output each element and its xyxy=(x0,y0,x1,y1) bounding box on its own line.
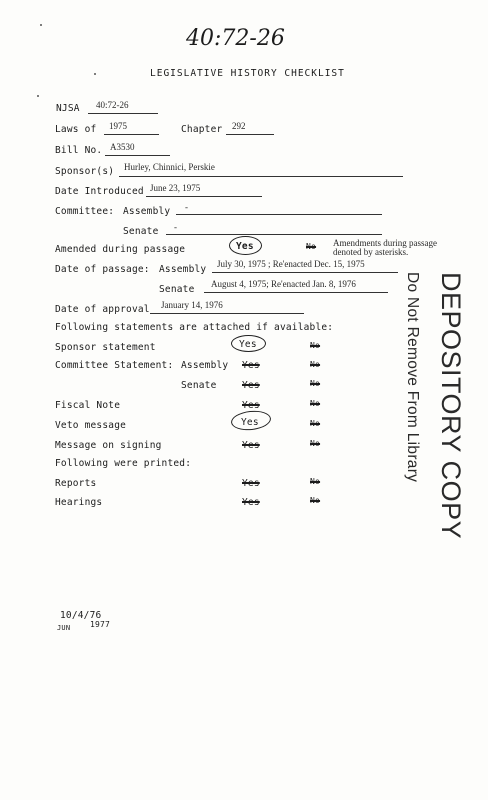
bill-no-underline xyxy=(105,155,170,156)
hearings-no: No xyxy=(310,496,321,505)
chapter-label: Chapter xyxy=(181,124,223,135)
footer-date-month: JUN xyxy=(57,624,71,632)
handwritten-file-number: 40:72-26 xyxy=(186,26,285,51)
depository-copy-stamp: DEPOSITORY COPY xyxy=(436,272,466,540)
message-on-signing-label: Message on signing xyxy=(55,440,162,451)
committee-assembly-underline xyxy=(176,214,382,215)
chapter-value: 292 xyxy=(232,121,246,131)
fiscal-note-no: No xyxy=(310,399,321,408)
speck xyxy=(37,95,39,97)
amended-no: No xyxy=(306,242,317,251)
committee-statement-assembly-no: No xyxy=(310,360,321,369)
footer-date-1: 10/4/76 xyxy=(60,610,102,621)
sponsor-statement-no: No xyxy=(310,341,321,350)
date-passage-assembly-underline xyxy=(212,272,398,273)
fiscal-note-label: Fiscal Note xyxy=(55,400,121,411)
date-introduced-label: Date Introduced xyxy=(55,186,144,197)
reports-yes: Yes xyxy=(242,478,260,489)
laws-of-label: Laws of xyxy=(55,124,97,135)
date-introduced-underline xyxy=(146,196,262,197)
njsa-label: NJSA xyxy=(56,103,80,114)
footer-date-year: 1977 xyxy=(90,620,111,629)
committee-statement-assembly-yes: Yes xyxy=(242,360,260,371)
committee-statement-senate-label: Senate xyxy=(181,380,217,391)
bill-no-label: Bill No. xyxy=(55,145,103,156)
committee-statement-senate-no: No xyxy=(310,379,321,388)
veto-message-no: No xyxy=(310,419,321,428)
sponsor-statement-yes: Yes xyxy=(239,339,257,350)
date-of-approval-value: January 14, 1976 xyxy=(161,300,223,310)
veto-message-label: Veto message xyxy=(55,420,127,431)
njsa-value: 40:72-26 xyxy=(96,100,129,110)
committee-assembly-label: Assembly xyxy=(123,206,171,217)
date-passage-assembly-label: Assembly xyxy=(159,264,207,275)
fiscal-note-yes: Yes xyxy=(242,400,260,411)
date-of-approval-label: Date of approval xyxy=(55,304,150,315)
page-title: LEGISLATIVE HISTORY CHECKLIST xyxy=(150,68,345,79)
message-on-signing-no: No xyxy=(310,439,321,448)
date-of-approval-underline xyxy=(150,313,304,314)
speck xyxy=(94,73,96,75)
sponsors-label: Sponsor(s) xyxy=(55,166,115,177)
committee-senate-value: - xyxy=(174,222,177,232)
date-passage-senate-value: August 4, 1975; Re'enacted Jan. 8, 1976 xyxy=(211,279,356,289)
date-of-passage-label: Date of passage: xyxy=(55,264,150,275)
committee-statement-assembly-label: Assembly xyxy=(181,360,229,371)
sponsors-value: Hurley, Chinnici, Perskie xyxy=(124,162,215,172)
laws-of-value: 1975 xyxy=(109,121,127,131)
message-on-signing-yes: Yes xyxy=(242,440,260,451)
bill-no-value: A3530 xyxy=(110,142,135,152)
amended-label: Amended during passage xyxy=(55,244,186,255)
committee-senate-underline xyxy=(166,234,382,235)
committee-assembly-value: - xyxy=(185,202,188,212)
amended-note-line2: denoted by asterisks. xyxy=(333,247,409,257)
committee-statement-senate-yes: Yes xyxy=(242,380,260,391)
printed-heading: Following were printed: xyxy=(55,458,192,469)
date-passage-senate-label: Senate xyxy=(159,284,195,295)
date-passage-senate-underline xyxy=(204,292,388,293)
sponsor-statement-label: Sponsor statement xyxy=(55,342,156,353)
amended-yes: Yes xyxy=(236,241,254,252)
committee-label: Committee: xyxy=(55,206,115,217)
hearings-label: Hearings xyxy=(55,497,103,508)
committee-statement-label: Committee Statement: xyxy=(55,360,174,371)
laws-of-underline xyxy=(104,134,159,135)
do-not-remove-stamp: Do Not Remove From Library xyxy=(404,272,421,483)
date-passage-assembly-value: July 30, 1975 ; Re'enacted Dec. 15, 1975 xyxy=(217,259,365,269)
sponsors-underline xyxy=(119,176,403,177)
reports-label: Reports xyxy=(55,478,97,489)
njsa-underline xyxy=(88,113,158,114)
reports-no: No xyxy=(310,477,321,486)
amended-note-line1: Amendments during passage xyxy=(333,238,437,248)
hearings-yes: Yes xyxy=(242,497,260,508)
speck xyxy=(40,24,42,26)
date-introduced-value: June 23, 1975 xyxy=(150,183,201,193)
veto-message-yes: Yes xyxy=(241,417,259,428)
chapter-underline xyxy=(226,134,274,135)
committee-senate-label: Senate xyxy=(123,226,159,237)
statements-heading: Following statements are attached if available: xyxy=(55,322,334,333)
